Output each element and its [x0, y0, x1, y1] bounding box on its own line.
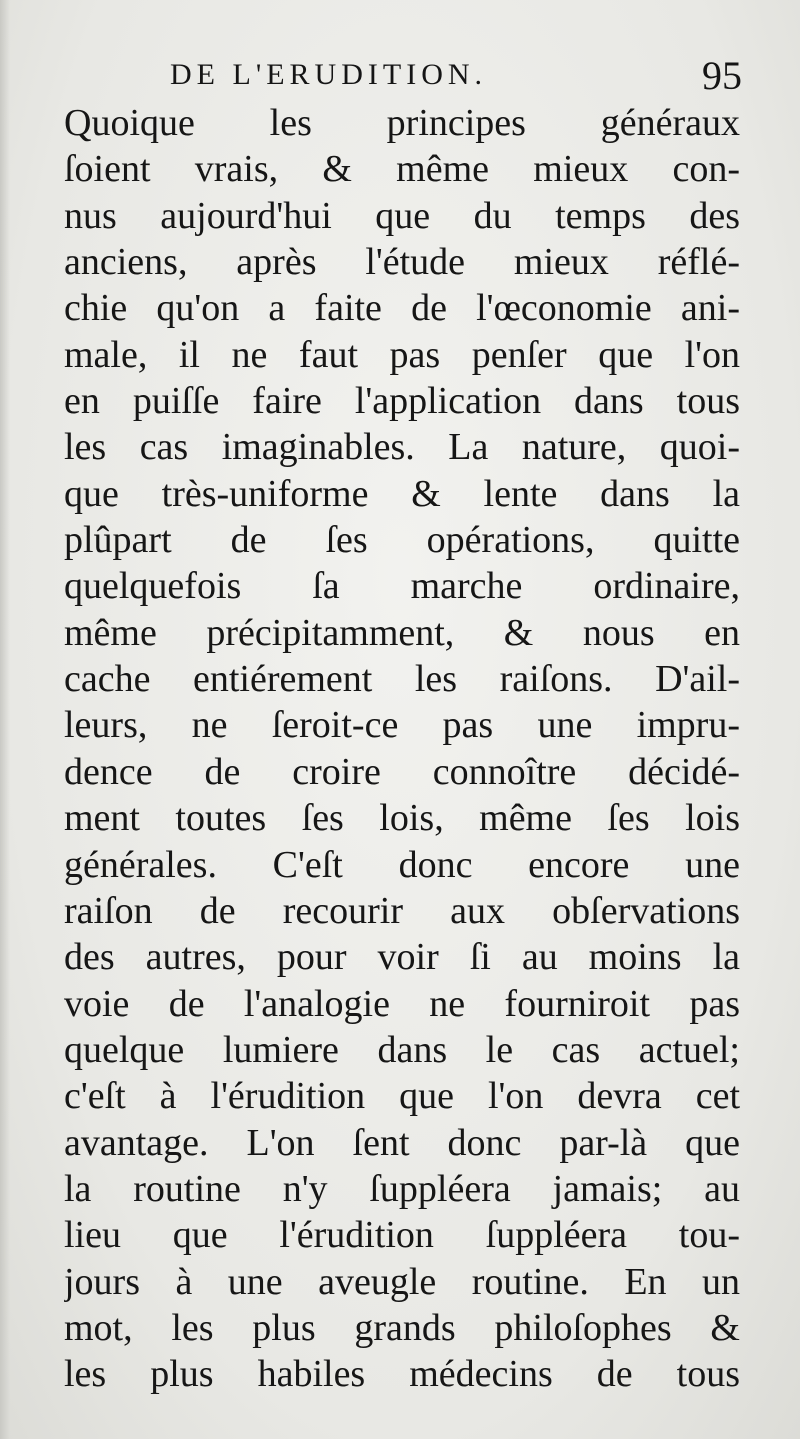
text-line: leurs, ne ſeroit-ce pas une impru-	[64, 704, 740, 747]
text-line: dence de croire connoître décidé-	[64, 750, 740, 793]
text-line: avantage. L'on ſent donc par-là que	[64, 1121, 740, 1164]
text-line: ſoient vrais, & même mieux con-	[64, 148, 740, 191]
text-line: les plus habiles médecins de tous	[64, 1353, 740, 1396]
body-text	[64, 100, 740, 1398]
text-line: quelque lumiere dans le cas actuel;	[64, 1028, 740, 1071]
text-line: nus aujourd'hui que du temps des	[64, 194, 740, 237]
page-gutter-shadow	[0, 0, 10, 1439]
text-line: cache entiérement les raiſons. D'ail-	[64, 658, 740, 701]
text-line: plûpart de ſes opérations, quitte	[64, 519, 740, 562]
running-head	[170, 52, 742, 104]
text-line: c'eſt à l'érudition que l'on devra cet	[64, 1075, 740, 1118]
text-line: que très-uniforme & lente dans la	[64, 472, 740, 515]
text-line: ment toutes ſes lois, même ſes lois	[64, 797, 740, 840]
text-line: jours à une aveugle routine. En un	[64, 1260, 740, 1303]
text-line: voie de l'analogie ne fourniroit pas	[64, 982, 740, 1025]
page-number: 95	[702, 53, 742, 98]
text-line: des autres, pour voir ſi au moins la	[64, 936, 740, 979]
text-line: quelquefois ſa marche ordinaire,	[64, 565, 740, 608]
text-line: raiſon de recourir aux obſervations	[64, 889, 740, 932]
text-line: chie qu'on a faite de l'œconomie ani-	[64, 287, 740, 330]
text-line: male, il ne faut pas penſer que l'on	[64, 333, 740, 376]
text-line: en puiſſe faire l'application dans tous	[64, 380, 740, 423]
text-line: anciens, après l'étude mieux réflé-	[64, 241, 740, 284]
text-line: la routine n'y ſuppléera jamais; au	[64, 1167, 740, 1210]
text-line: même précipitamment, & nous en	[64, 611, 740, 654]
running-head-title: DE L'ERUDITION.	[170, 58, 488, 91]
text-line: mot, les plus grands philoſophes &	[64, 1306, 740, 1349]
text-line: lieu que l'érudition ſuppléera tou-	[64, 1214, 740, 1257]
text-line: générales. C'eſt donc encore une	[64, 843, 740, 886]
text-line: Quoique les principes généraux	[64, 102, 740, 144]
text-line: les cas imaginables. La nature, quoi-	[64, 426, 740, 469]
